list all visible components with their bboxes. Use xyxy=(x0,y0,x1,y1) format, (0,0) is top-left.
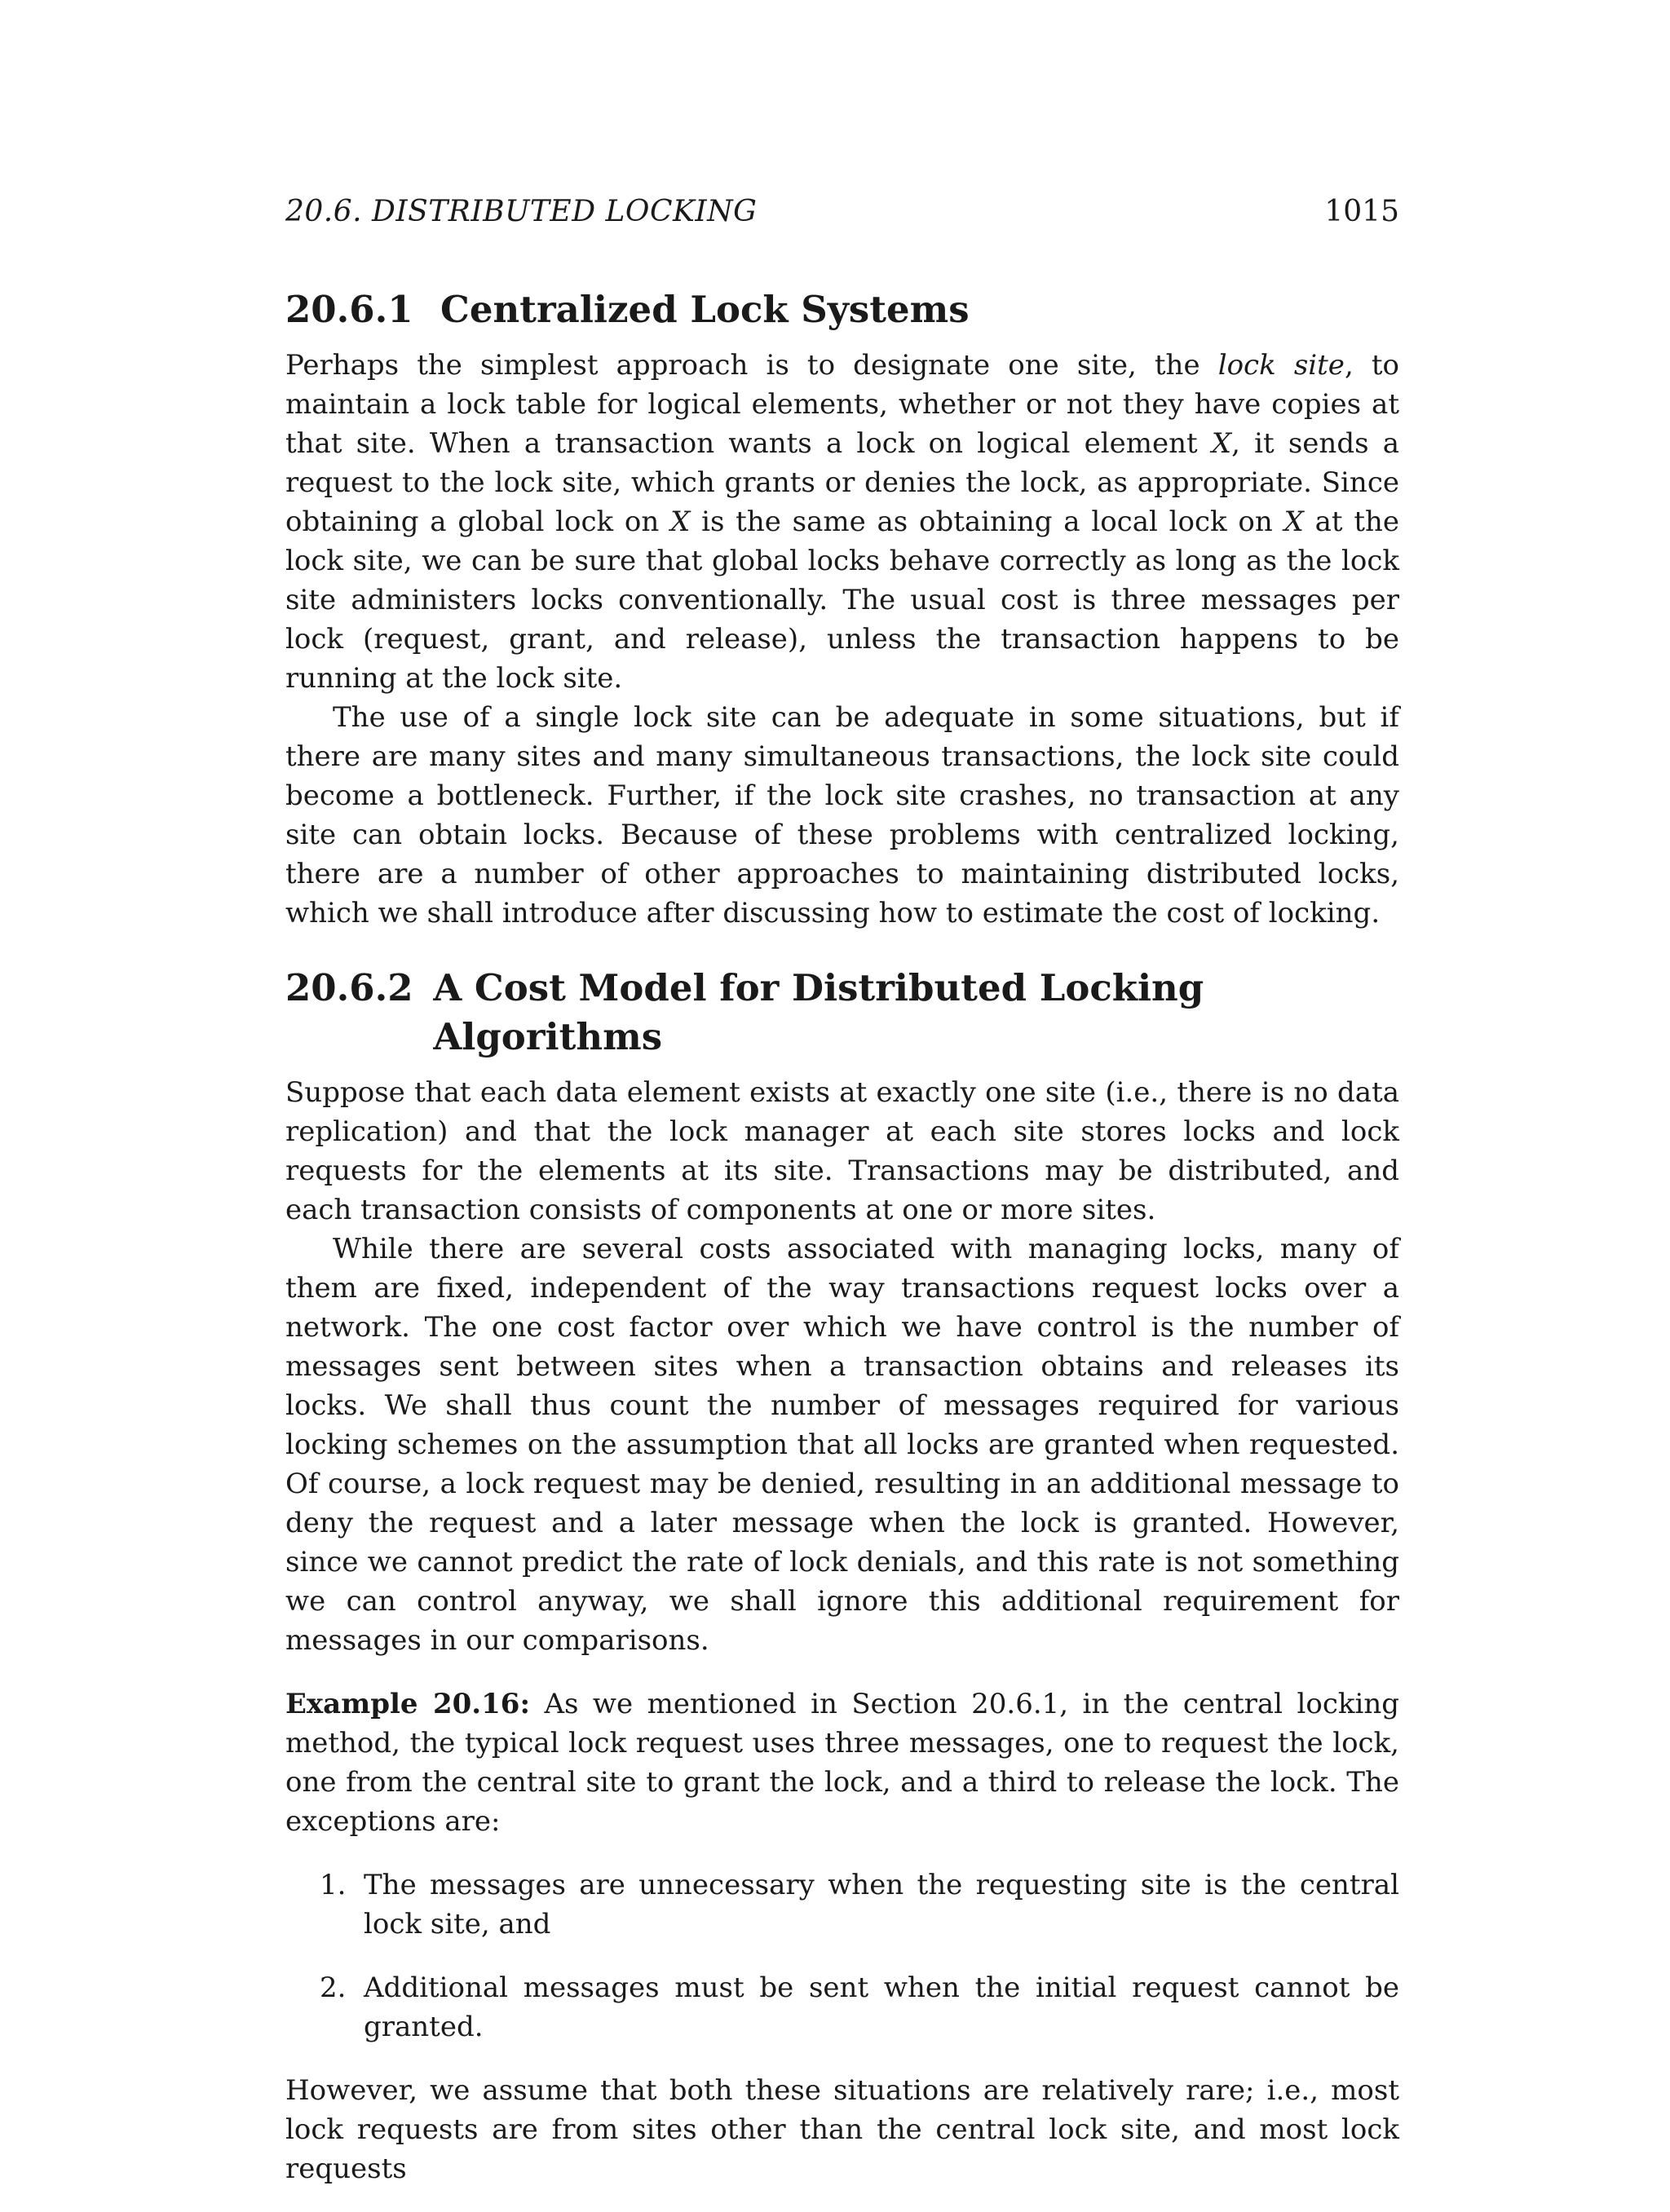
example-text: As we mentioned in Section 20.6.1, in the central locking method, the typical lock request uses three messages, one to request the lock, one from the central site to grant the lock, and a third to release the lock. The exceptions are: xyxy=(285,1688,1399,1838)
list-item xyxy=(320,1865,1399,1944)
text-run: , it sends a request to the lock site, which grants or denies the lock, as appropriate. Since obtaining a global lock on xyxy=(285,427,1400,538)
text-run: , to maintain a lock table for logical elements, whether or not they have copies at that site. When a transaction wants a lock on logical element xyxy=(285,349,1400,460)
text-run: at the lock site, we can be sure that global locks behave correctly as long as the lock site administers locks conventionally. The usual cost is three messages per lock (request, grant, and release), unless the transaction happens to be running at the lock site. xyxy=(285,506,1400,695)
book-page xyxy=(285,192,1399,2188)
math-variable: X xyxy=(1211,427,1232,460)
paragraph-message-costs: While there are several costs associated with managing locks, many of them are fixed, independent of the way transactions request locks over a network. The one cost factor over which we have control is the number of messages sent between sites when a transaction obtains and releases its locks. We shall thus count the number of messages required for various locking schemes on the assumption that all locks are granted when requested. Of course, a lock request may be denied, resulting in an additional message to deny the request and a later message when the lock is granted. However, since we cannot predict the rate of lock denials, and this rate is not something we can control anyway, we shall ignore this additional requirement for messages in our comparisons. xyxy=(285,1233,1399,1657)
text-run: Perhaps the simplest approach is to designate one site, the xyxy=(285,349,1218,382)
section-heading-centralized-lock-systems xyxy=(285,285,1399,334)
list-item xyxy=(320,1968,1399,2046)
running-head xyxy=(285,192,1399,238)
section-heading-cost-model xyxy=(285,964,1399,1062)
paragraph-lock-site xyxy=(285,346,1399,698)
text-run: is the same as obtaining a local lock on xyxy=(690,506,1284,538)
example-20-16 xyxy=(285,1684,1399,1841)
section-number: 20.6.1 xyxy=(285,288,413,331)
exceptions-list xyxy=(285,1865,1399,2046)
section-title: Centralized Lock Systems xyxy=(440,288,970,331)
math-variable: X xyxy=(670,506,691,538)
section-number: 20.6.2 xyxy=(285,966,413,1009)
paragraph-data-element-site: Suppose that each data element exists at exactly one site (i.e., there is no data replication) and that the lock manager at each site stores locks and lock requests for the elements at its site. Transactions may be distributed, and each transaction consists of components at one or more sites. xyxy=(285,1076,1399,1226)
list-marker: 1. xyxy=(320,1869,347,1901)
list-marker: 2. xyxy=(320,1971,347,2004)
paragraph-rare-situations: However, we assume that both these situations are relatively rare; i.e., most lock requests are from sites other than the central lock site, and most lock requests xyxy=(285,2074,1399,2185)
section-title: A Cost Model for Distributed Locking Algorithms xyxy=(433,966,1204,1058)
running-head-title: 20.6. DISTRIBUTED LOCKING xyxy=(285,195,758,228)
math-variable: X xyxy=(1283,506,1304,538)
term-lock-site: lock site xyxy=(1217,349,1345,382)
page-number: 1015 xyxy=(1324,195,1399,228)
list-item-text: The messages are unnecessary when the requesting site is the central lock site, and xyxy=(364,1869,1399,1940)
list-item-text: Additional messages must be sent when the initial request cannot be granted. xyxy=(364,1971,1399,2043)
example-label: Example 20.16: xyxy=(285,1688,531,1720)
paragraph-single-lock-site: The use of a single lock site can be adequate in some situations, but if there are many sites and many simultaneous transactions, the lock site could become a bottleneck. Further, if the lock site crashes, no transaction at any site can obtain locks. Because of these problems with centralized locking, there are a number of other approaches to maintaining distributed locks, which we shall introduce after discussing how to estimate the cost of locking. xyxy=(285,701,1399,929)
